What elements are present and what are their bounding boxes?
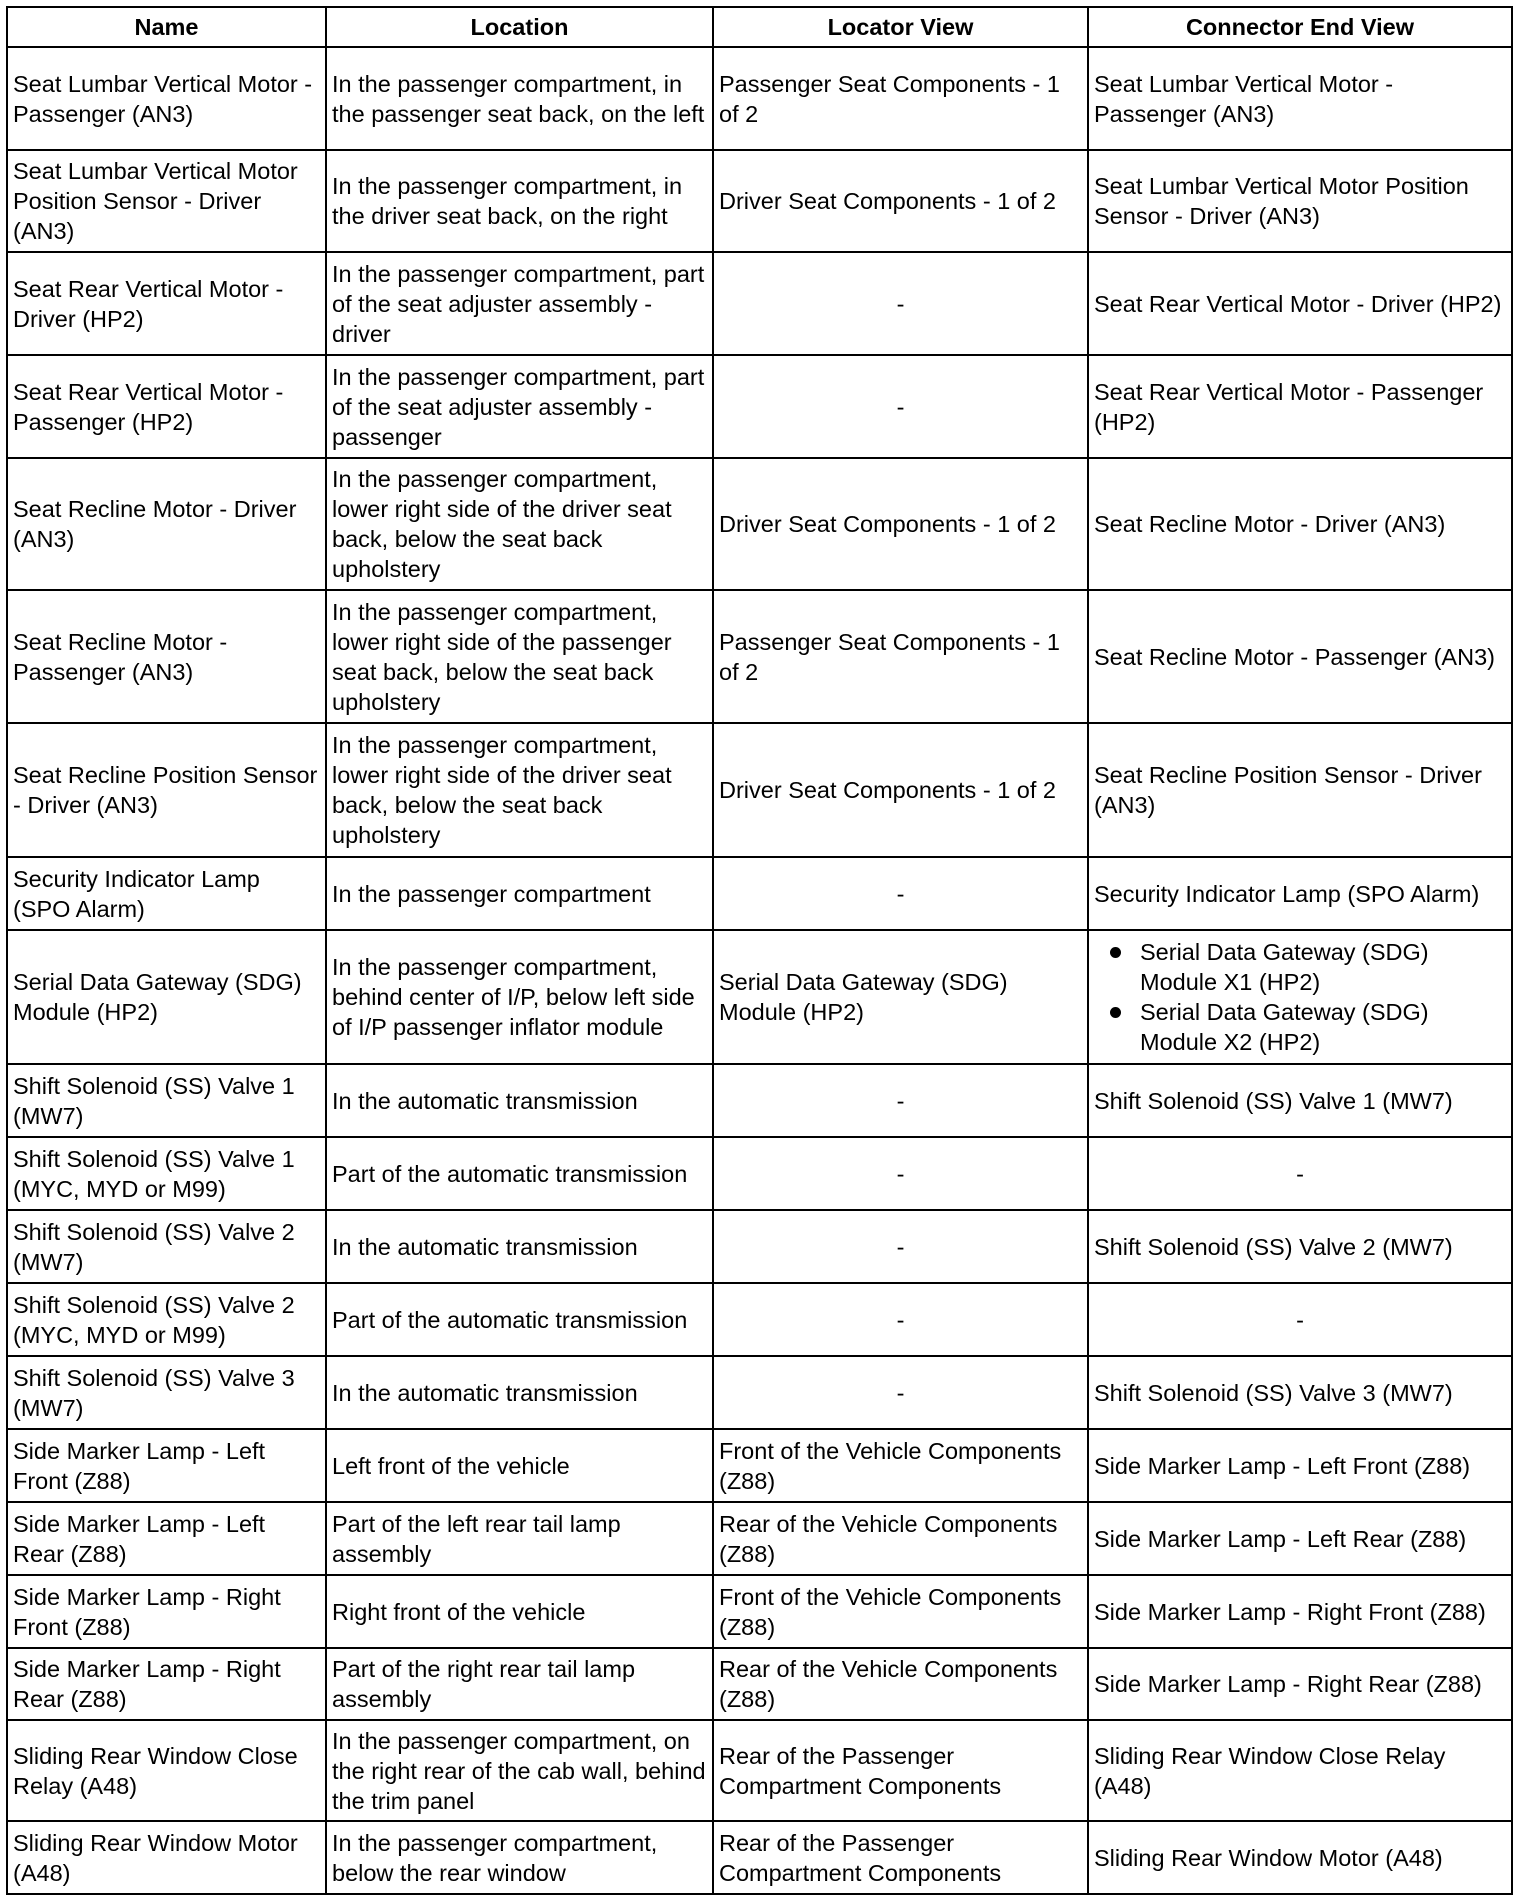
cell-name: Shift Solenoid (SS) Valve 3 (MW7) <box>7 1356 326 1429</box>
table-row <box>7 1429 1512 1502</box>
table-row <box>7 1502 1512 1575</box>
table-row <box>7 1210 1512 1283</box>
cell-name: Seat Recline Motor - Driver (AN3) <box>7 458 326 590</box>
table-row <box>7 930 1512 1064</box>
cell-locator-view: Passenger Seat Components - 1 of 2 <box>713 47 1088 150</box>
cell-name: Seat Rear Vertical Motor - Passenger (HP2) <box>7 355 326 458</box>
cell-name: Side Marker Lamp - Left Rear (Z88) <box>7 1502 326 1575</box>
table-row <box>7 1137 1512 1210</box>
cell-locator-view: - <box>713 1210 1088 1283</box>
cell-name: Side Marker Lamp - Right Front (Z88) <box>7 1575 326 1648</box>
table-row <box>7 252 1512 355</box>
cell-location: In the passenger compartment, below the rear window <box>326 1821 713 1894</box>
cell-location: In the automatic transmission <box>326 1356 713 1429</box>
table-row <box>7 1648 1512 1720</box>
cell-locator-view: Passenger Seat Components - 1 of 2 <box>713 590 1088 723</box>
cell-location: Part of the automatic transmission <box>326 1137 713 1210</box>
cell-locator-view: - <box>713 355 1088 458</box>
cell-connector-end-view: Sliding Rear Window Motor (A48) <box>1088 1821 1512 1894</box>
connector-list-item: Serial Data Gateway (SDG) Module X1 (HP2) <box>1140 937 1506 997</box>
cell-connector-end-view: Side Marker Lamp - Left Rear (Z88) <box>1088 1502 1512 1575</box>
cell-locator-view: - <box>713 1283 1088 1356</box>
cell-connector-end-view <box>1088 930 1512 1064</box>
table-row <box>7 1064 1512 1137</box>
header-locator-view: Locator View <box>713 7 1088 47</box>
cell-locator-view: Driver Seat Components - 1 of 2 <box>713 150 1088 252</box>
cell-connector-end-view: - <box>1088 1283 1512 1356</box>
cell-name: Seat Recline Position Sensor - Driver (AN3) <box>7 723 326 857</box>
cell-connector-end-view: Seat Recline Motor - Driver (AN3) <box>1088 458 1512 590</box>
table-row <box>7 1575 1512 1648</box>
cell-location: Part of the right rear tail lamp assembly <box>326 1648 713 1720</box>
cell-name: Shift Solenoid (SS) Valve 1 (MYC, MYD or M99) <box>7 1137 326 1210</box>
cell-locator-view: - <box>713 857 1088 930</box>
cell-connector-end-view: Shift Solenoid (SS) Valve 3 (MW7) <box>1088 1356 1512 1429</box>
cell-location: In the automatic transmission <box>326 1064 713 1137</box>
table-row <box>7 1356 1512 1429</box>
cell-location: In the automatic transmission <box>326 1210 713 1283</box>
cell-name: Side Marker Lamp - Left Front (Z88) <box>7 1429 326 1502</box>
cell-name: Sliding Rear Window Close Relay (A48) <box>7 1720 326 1821</box>
connector-list-item: Serial Data Gateway (SDG) Module X2 (HP2) <box>1140 997 1506 1057</box>
table-row <box>7 1283 1512 1356</box>
cell-location: Left front of the vehicle <box>326 1429 713 1502</box>
cell-name: Security Indicator Lamp (SPO Alarm) <box>7 857 326 930</box>
cell-location: In the passenger compartment, part of the seat adjuster assembly - passenger <box>326 355 713 458</box>
cell-locator-view: - <box>713 252 1088 355</box>
cell-locator-view: Front of the Vehicle Components (Z88) <box>713 1429 1088 1502</box>
component-locator-table <box>6 6 1513 1895</box>
cell-name: Seat Recline Motor - Passenger (AN3) <box>7 590 326 723</box>
cell-name: Seat Lumbar Vertical Motor - Passenger (AN3) <box>7 47 326 150</box>
cell-location: In the passenger compartment, part of the seat adjuster assembly - driver <box>326 252 713 355</box>
table-row <box>7 355 1512 458</box>
cell-location: In the passenger compartment, lower right side of the driver seat back, below the seat back upholstery <box>326 458 713 590</box>
cell-location: In the passenger compartment, in the passenger seat back, on the left <box>326 47 713 150</box>
cell-locator-view: Rear of the Passenger Compartment Components <box>713 1720 1088 1821</box>
cell-location: Right front of the vehicle <box>326 1575 713 1648</box>
cell-location: Part of the automatic transmission <box>326 1283 713 1356</box>
cell-name: Sliding Rear Window Motor (A48) <box>7 1821 326 1894</box>
table-row <box>7 47 1512 150</box>
cell-locator-view: Front of the Vehicle Components (Z88) <box>713 1575 1088 1648</box>
cell-name: Seat Lumbar Vertical Motor Position Sensor - Driver (AN3) <box>7 150 326 252</box>
cell-location: Part of the left rear tail lamp assembly <box>326 1502 713 1575</box>
table-row <box>7 857 1512 930</box>
cell-location: In the passenger compartment, in the driver seat back, on the right <box>326 150 713 252</box>
cell-name: Serial Data Gateway (SDG) Module (HP2) <box>7 930 326 1064</box>
cell-connector-end-view: Seat Rear Vertical Motor - Driver (HP2) <box>1088 252 1512 355</box>
table-row <box>7 1720 1512 1821</box>
cell-name: Shift Solenoid (SS) Valve 1 (MW7) <box>7 1064 326 1137</box>
header-connector-end-view: Connector End View <box>1088 7 1512 47</box>
table-row <box>7 150 1512 252</box>
cell-connector-end-view: Sliding Rear Window Close Relay (A48) <box>1088 1720 1512 1821</box>
header-row <box>7 7 1512 47</box>
table-row <box>7 590 1512 723</box>
cell-location: In the passenger compartment, behind center of I/P, below left side of I/P passenger inflator module <box>326 930 713 1064</box>
cell-connector-end-view: - <box>1088 1137 1512 1210</box>
cell-locator-view: - <box>713 1356 1088 1429</box>
table-row <box>7 723 1512 857</box>
cell-location: In the passenger compartment, on the right rear of the cab wall, behind the trim panel <box>326 1720 713 1821</box>
cell-name: Shift Solenoid (SS) Valve 2 (MW7) <box>7 1210 326 1283</box>
cell-locator-view: Rear of the Passenger Compartment Components <box>713 1821 1088 1894</box>
header-name: Name <box>7 7 326 47</box>
cell-locator-view: Rear of the Vehicle Components (Z88) <box>713 1502 1088 1575</box>
cell-location: In the passenger compartment <box>326 857 713 930</box>
cell-connector-end-view: Seat Rear Vertical Motor - Passenger (HP2) <box>1088 355 1512 458</box>
cell-connector-end-view: Shift Solenoid (SS) Valve 1 (MW7) <box>1088 1064 1512 1137</box>
cell-location: In the passenger compartment, lower right side of the passenger seat back, below the seat back upholstery <box>326 590 713 723</box>
table-row <box>7 458 1512 590</box>
cell-locator-view: Rear of the Vehicle Components (Z88) <box>713 1648 1088 1720</box>
cell-name: Side Marker Lamp - Right Rear (Z88) <box>7 1648 326 1720</box>
cell-connector-end-view: Seat Recline Position Sensor - Driver (AN3) <box>1088 723 1512 857</box>
cell-locator-view: - <box>713 1137 1088 1210</box>
cell-connector-end-view: Side Marker Lamp - Right Rear (Z88) <box>1088 1648 1512 1720</box>
cell-locator-view: - <box>713 1064 1088 1137</box>
cell-connector-end-view: Shift Solenoid (SS) Valve 2 (MW7) <box>1088 1210 1512 1283</box>
cell-name: Shift Solenoid (SS) Valve 2 (MYC, MYD or M99) <box>7 1283 326 1356</box>
cell-connector-end-view: Seat Recline Motor - Passenger (AN3) <box>1088 590 1512 723</box>
header-location: Location <box>326 7 713 47</box>
cell-location: In the passenger compartment, lower right side of the driver seat back, below the seat back upholstery <box>326 723 713 857</box>
cell-connector-end-view: Seat Lumbar Vertical Motor Position Sensor - Driver (AN3) <box>1088 150 1512 252</box>
cell-connector-end-view: Seat Lumbar Vertical Motor - Passenger (AN3) <box>1088 47 1512 150</box>
cell-locator-view: Serial Data Gateway (SDG) Module (HP2) <box>713 930 1088 1064</box>
cell-connector-end-view: Side Marker Lamp - Left Front (Z88) <box>1088 1429 1512 1502</box>
cell-name: Seat Rear Vertical Motor - Driver (HP2) <box>7 252 326 355</box>
table-row <box>7 1821 1512 1894</box>
cell-connector-end-view: Security Indicator Lamp (SPO Alarm) <box>1088 857 1512 930</box>
cell-locator-view: Driver Seat Components - 1 of 2 <box>713 723 1088 857</box>
cell-locator-view: Driver Seat Components - 1 of 2 <box>713 458 1088 590</box>
connector-list <box>1094 937 1506 1057</box>
cell-connector-end-view: Side Marker Lamp - Right Front (Z88) <box>1088 1575 1512 1648</box>
